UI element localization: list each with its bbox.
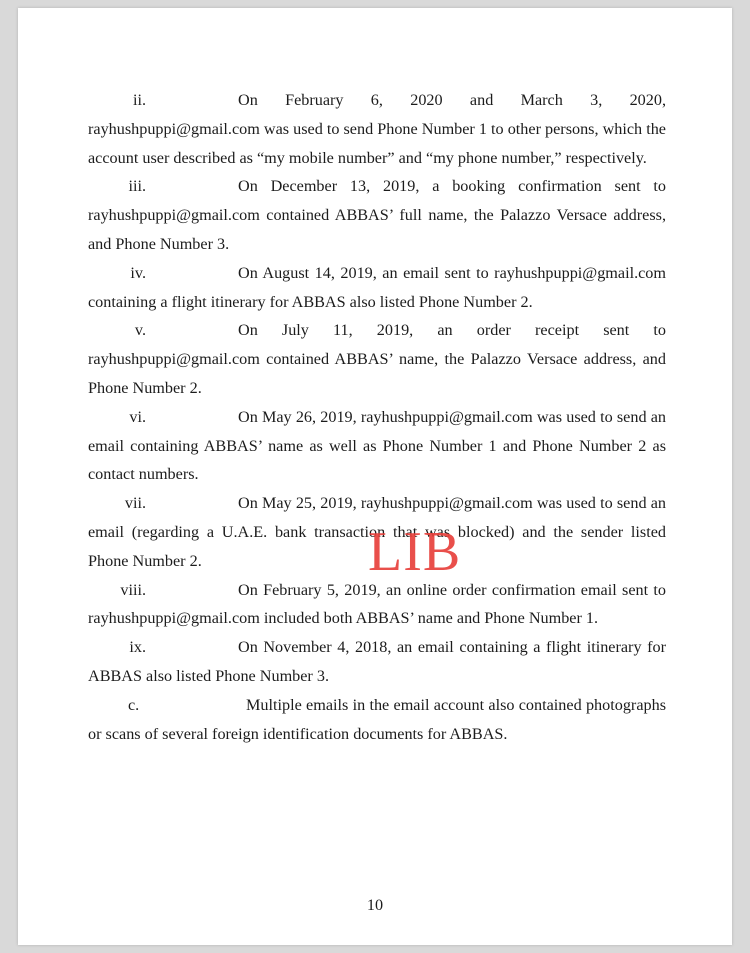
paragraph-marker: c.	[128, 695, 140, 714]
paragraph-marker-group	[88, 86, 238, 115]
paragraph-marker-group	[88, 172, 238, 201]
paragraph-ii	[88, 86, 666, 172]
paragraph-marker: v.	[134, 321, 146, 340]
paragraph-marker: vii.	[124, 494, 146, 513]
paragraph-marker-group	[88, 633, 238, 662]
paragraph-c	[88, 691, 666, 749]
paragraph-v	[88, 316, 666, 402]
paragraph-ix	[88, 633, 666, 691]
page-number: 10	[366, 896, 384, 914]
paragraph-text: On November 4, 2018, an email containing a flight itinerary for ABBAS also listed Phone Number 3.	[88, 638, 666, 685]
paragraph-marker-group	[96, 691, 246, 720]
paragraph-text: On July 11, 2019, an order receipt sent to rayhushpuppi@gmail.com contained ABBAS’ name, the Palazzo Versace address, and Phone Number 2.	[88, 321, 666, 397]
paragraph-text: On February 6, 2020 and March 3, 2020, rayhushpuppi@gmail.com was used to send Phone Number 1 to other persons, which the account user described as “my mobile number” and “my phone number,” respectively.	[88, 91, 666, 167]
paragraph-marker-group	[88, 316, 238, 345]
paragraph-marker: ix.	[129, 638, 146, 657]
paragraph-marker-group	[88, 403, 238, 432]
document-page	[18, 8, 732, 945]
paragraph-marker-group	[88, 489, 238, 518]
paragraph-text: Multiple emails in the email account also contained photographs or scans of several foreign identification documents for ABBAS.	[88, 695, 666, 743]
paragraph-viii	[88, 576, 666, 634]
paragraph-marker: iv.	[130, 263, 146, 282]
paragraph-marker-group	[88, 259, 238, 288]
paragraph-vii	[88, 489, 666, 575]
document-body	[88, 86, 666, 748]
paragraph-text: On February 5, 2019, an online order confirmation email sent to rayhushpuppi@gmail.com included both ABBAS’ name and Phone Number 1.	[88, 580, 666, 628]
paragraph-vi	[88, 403, 666, 489]
watermark-label: LIB	[368, 521, 462, 583]
paragraph-marker: iii.	[128, 177, 146, 196]
paragraph-text: On December 13, 2019, a booking confirmation sent to rayhushpuppi@gmail.com contained ABBAS’ full name, the Palazzo Versace address, and Phone Number 3.	[88, 177, 666, 253]
paragraph-iv	[88, 259, 666, 317]
paragraph-text: On August 14, 2019, an email sent to rayhushpuppi@gmail.com containing a flight itinerary for ABBAS also listed Phone Number 2.	[88, 263, 666, 311]
paragraph-text: On May 25, 2019, rayhushpuppi@gmail.com was used to send an email (regarding a U.A.E. bank transaction that was blocked) and the sender listed Phone Number 2.	[88, 494, 666, 570]
paragraph-iii	[88, 172, 666, 258]
paragraph-marker: ii.	[132, 91, 146, 109]
paragraph-marker: vi.	[129, 407, 146, 426]
paragraph-text: On May 26, 2019, rayhushpuppi@gmail.com was used to send an email containing ABBAS’ name as well as Phone Number 1 and Phone Number 2 as contact numbers.	[88, 407, 666, 484]
paragraph-marker-group	[88, 576, 238, 605]
paragraph-marker: viii.	[120, 580, 146, 599]
